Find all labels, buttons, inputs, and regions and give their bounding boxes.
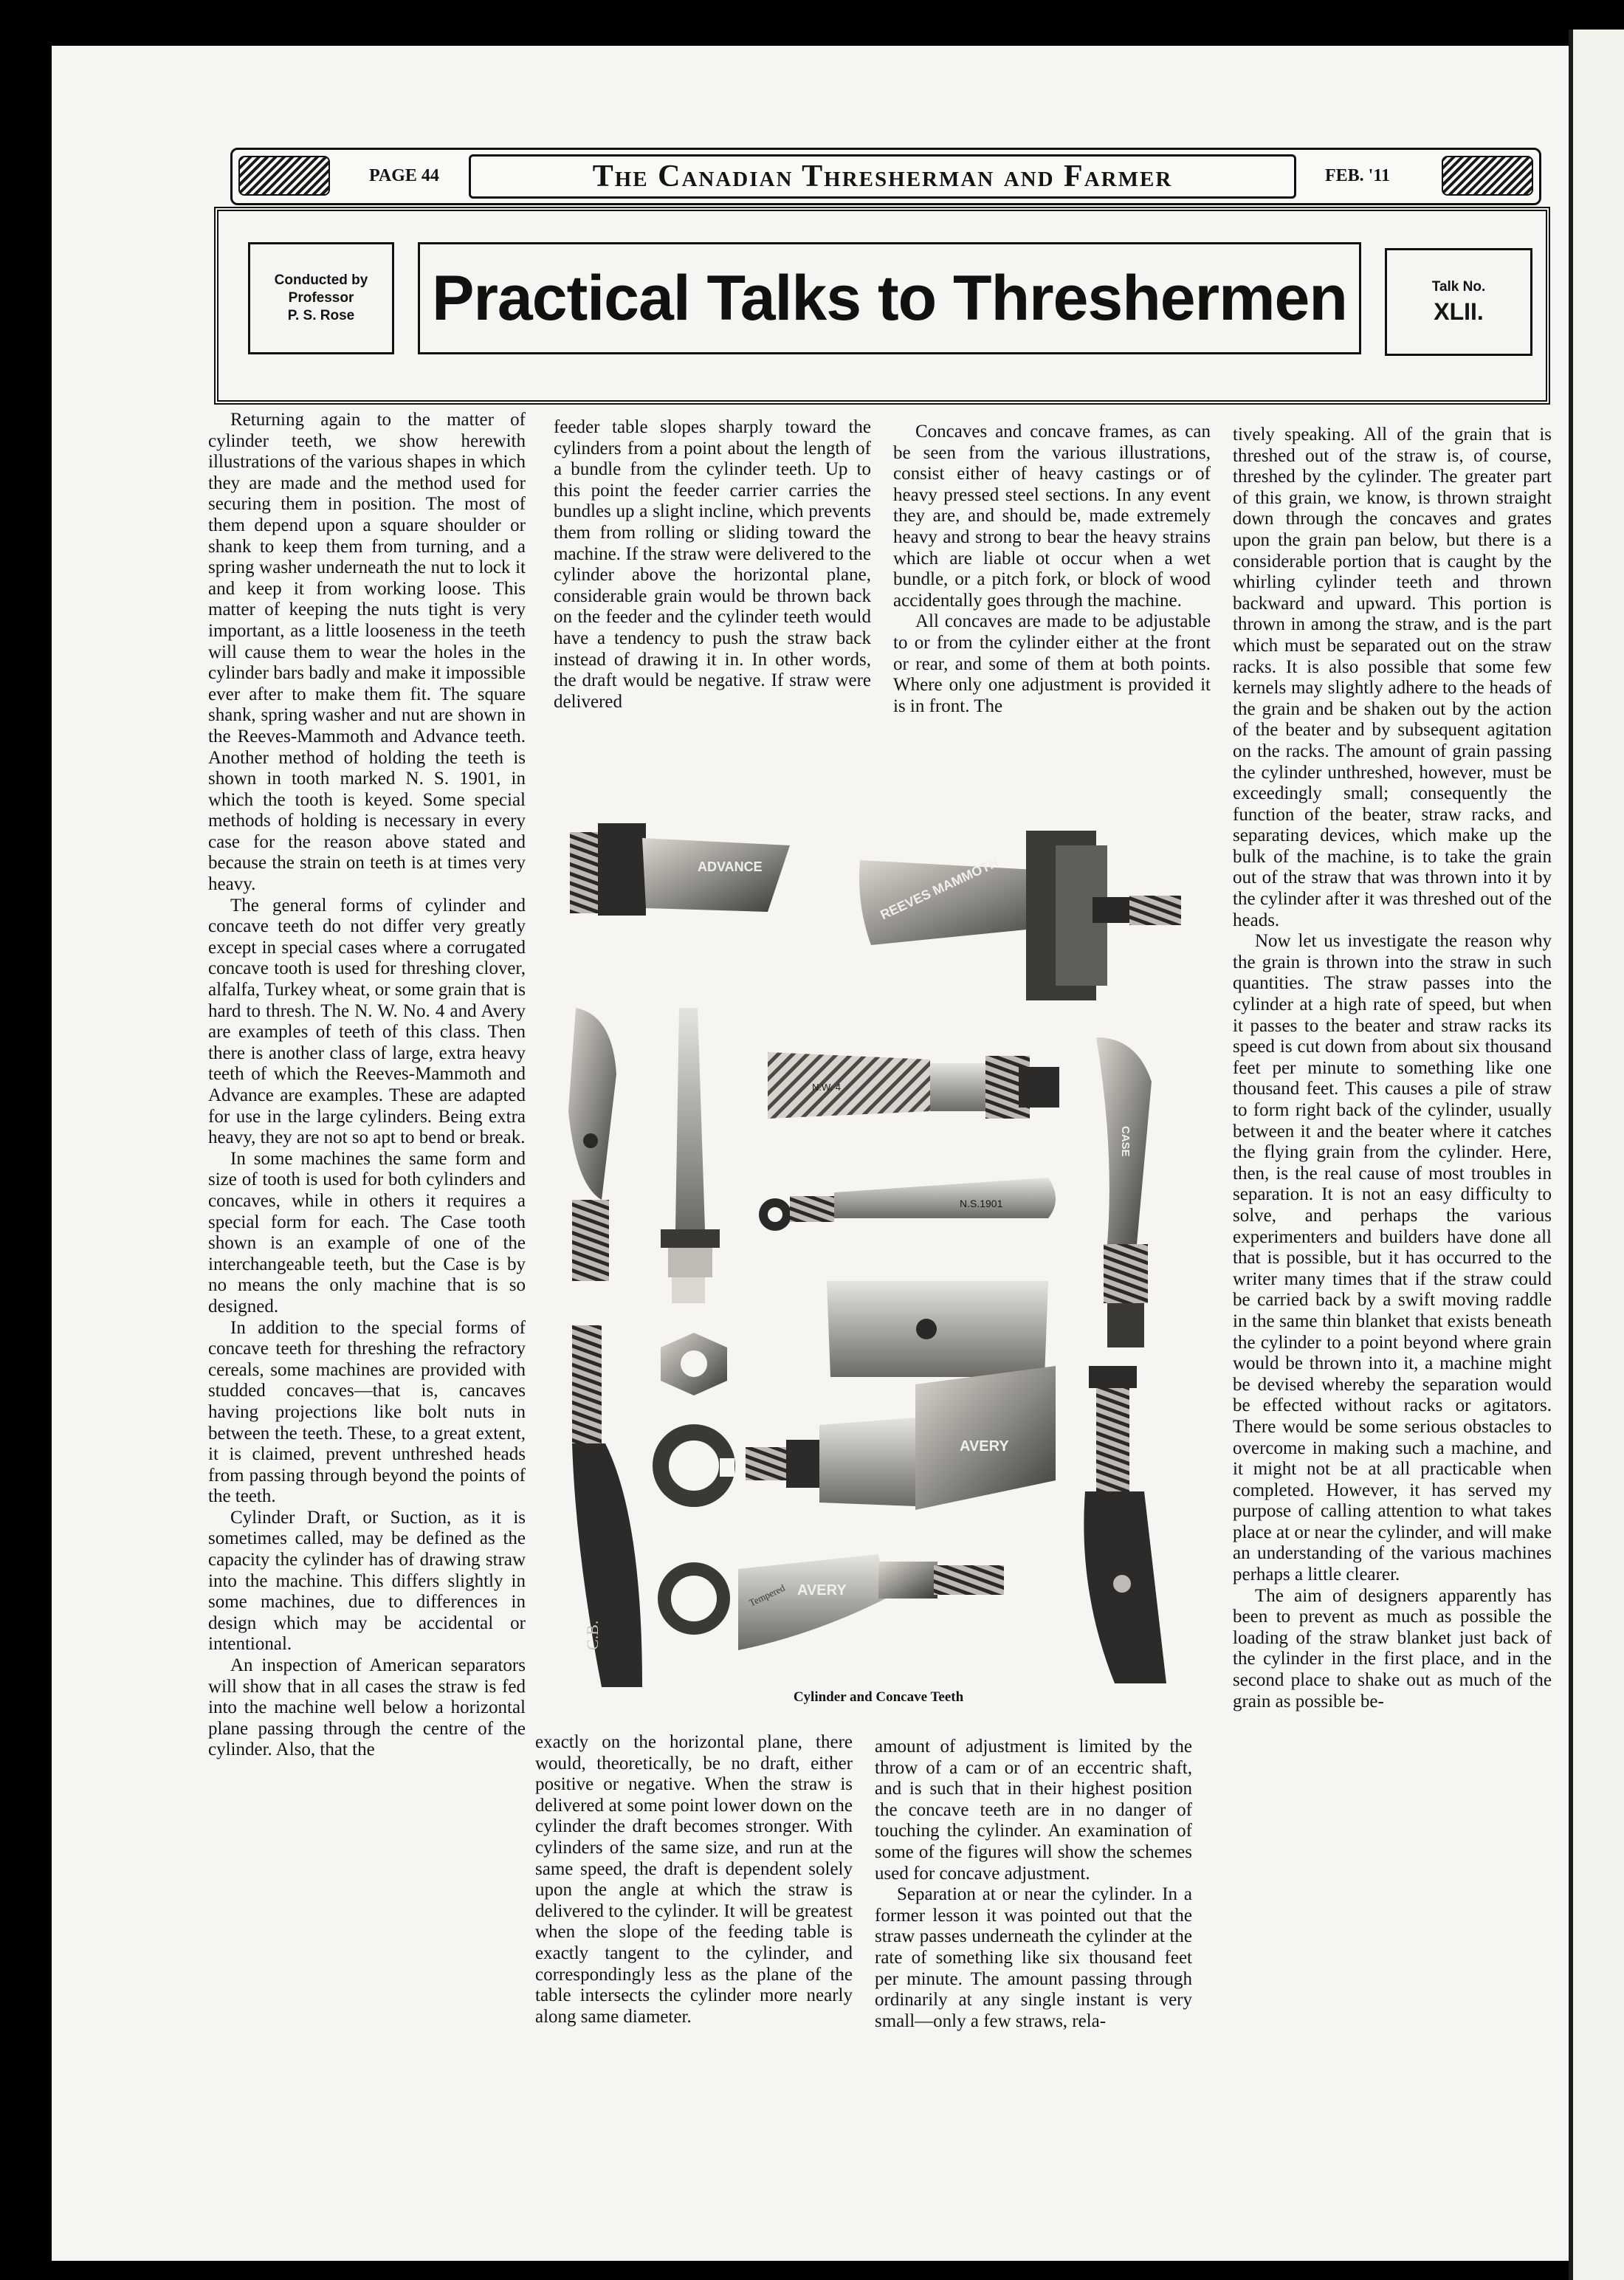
reeves-label: REEVES MAMMOTH <box>878 854 1001 923</box>
paragraph: Separation at or near the cylinder. In a former lesson it was pointed out that the straw passes underneath the cylinder at the rate of something like six thousand feet per minute. The amount passing through ordinarily at any single instant is very small—only a few straws, rela- <box>875 1884 1192 2031</box>
teeth-figure <box>546 816 1211 1713</box>
reeves-mammoth-tooth <box>859 831 1181 1000</box>
avery-label-1: AVERY <box>960 1438 1009 1455</box>
paragraph: tively speaking. All of the grain that is threshed out of the straw is, of course, threshed by the cylinder. The greater part of this grain, we know, is thrown straight down through the concaves and grates upon the grain pan below, but there is a considerable portion that is caught by the whirling cylinder teeth and thrown backward and upward. This portion is thrown in among the straw, and is the part which must be separated out on the straw racks. It is also possible that some few kernels may slightly adhere to the heads of the grain and be shaken out by the action of the beater and by subsequent agitation on the racks. The amount of grain passing the cylinder unthreshed, however, must be exceedingly small; consequently the function of the beater, straw racks, and separating devices, which make up the bulk of the machine, is to take the grain out of the straw that was thrown into it by the cylinder after it was threshed out of the heads. <box>1233 425 1552 930</box>
paragraph: exactly on the horizontal plane, there would, theoretically, be no draft, either positive or negative. When the straw is delivered at some point lower down on the cylinder the draft becomes stronger. With cylinders of the same size, and run at the same speed, the draft is dependent solely upon the angle at which the straw is delivered to the cylinder. It will be greatest when the slope of the feeding table is exactly tangent to the cylinder, and correspondingly less as the plane of the table intersects the cylinder more nearly along same diameter. <box>535 1732 853 2027</box>
byline-box <box>248 242 394 354</box>
heading-box <box>418 242 1361 354</box>
department-title: Practical Talks to Threshermen <box>432 262 1347 334</box>
avery-tooth-middle <box>746 1366 1056 1510</box>
issue-date: FEB. '11 <box>1325 166 1391 185</box>
column-3-top <box>893 422 1211 717</box>
nw-label: N.W. 4 <box>812 1082 842 1093</box>
department-heading <box>214 207 1550 405</box>
paragraph: The general forms of cylinder and concave teeth do not differ very greatly except in special cases where a corrugated concave tooth is used for threshing clover, alfalfa, Turkey wheat, or some grain that is hard to thresh. The N. W. No. 4 and Avery are examples of teeth of this class. Then there is another class of large, extra heavy teeth of which the Reeves-Mammoth and Advance are examples. These are adapted for use in the large cylinders. Being extra heavy, they are not so apt to bend or break. <box>208 895 526 1148</box>
talk-number: XLII. <box>1434 298 1484 325</box>
teeth-illustration <box>546 816 1211 1687</box>
paragraph: In some machines the same form and size of tooth is used for both cylinders and concaves, while in others it requires a special form for each. The Case tooth shown is an example of one of the interchangeable teeth, but the Case is by no means the only machine that is so designed. <box>208 1148 526 1316</box>
paragraph: The aim of designers apparently has been to prevent as much as possible the loading of the straw blanket just back of the cylinder in the first place, and in the second place to shake out as much of the grain as possible be- <box>1233 1585 1552 1711</box>
case-label: CASE <box>1119 1126 1132 1157</box>
talk-number-box <box>1385 248 1532 356</box>
byline-line-3: P. S. Rose <box>287 308 355 323</box>
split-washer-2 <box>664 1569 723 1628</box>
figure-caption: Cylinder and Concave Teeth <box>793 1689 964 1705</box>
advance-tooth <box>570 823 790 916</box>
paragraph: Returning again to the matter of cylinder teeth, we show herewith illustrations of the various shapes in which they are made and the method used for securing them in position. The most of them depend upon a square shoulder or shank to keep them from turning, and a spring washer underneath the nut to lock it and keep it from working loose. This matter of keeping the nuts tight is very important, as a little looseness in the teeth will cause them to wear the holes in the cylinder bars badly and make it impossible ever after to make them fit. The square shank, spring washer and nut are shown in the Reeves-Mammoth and Advance teeth. Another method of holding the teeth is shown in tooth marked N. S. 1901, in which the tooth is keyed. Some special methods of holding is necessary in every case for the reason above stated and because the strain on teeth is at times very heavy. <box>208 410 526 895</box>
byline-line-2: Professor <box>288 290 354 306</box>
column-4 <box>1233 425 1552 1712</box>
bolt-tooth-right <box>1084 1366 1166 1683</box>
page-number: PAGE 44 <box>369 166 439 185</box>
concave-block <box>827 1281 1048 1377</box>
case-tooth <box>1096 1037 1152 1347</box>
avery-label-2: AVERY <box>797 1582 847 1599</box>
corrugated-tooth <box>768 1052 1059 1119</box>
split-washer-1 <box>661 1432 734 1499</box>
byline-line-1: Conducted by <box>274 272 368 288</box>
pointed-tooth <box>661 1008 720 1303</box>
column-2-top <box>554 417 871 712</box>
ns-1901-tooth <box>759 1178 1056 1231</box>
running-header <box>230 148 1541 205</box>
paragraph: Cylinder Draft, or Suction, as it is sometimes called, may be defined as the capacity the cylinder has of drawing straw into the machine. This differs slightly in some machines, due to differences in design which may be accidental or intentional. <box>208 1507 526 1655</box>
publication-title: The Canadian Thresherman and Farmer <box>592 159 1173 193</box>
advance-label: ADVANCE <box>698 859 763 874</box>
paragraph: An inspection of American separators will show that in all cases the straw is fed into the machine well below a horizontal plane passing through the centre of the cylinder. Also, that the <box>208 1655 526 1760</box>
paragraph: Concaves and concave frames, as can be seen from the various illustrations, consist either of heavy castings or of heavy pressed steel sections. In any event they are, and should be, made extremely heavy and strong to bear the heavy strains which are liable ot occur when a wet bundle, or a pitch fork, or block of wood accidentally goes through the machine. <box>893 422 1211 611</box>
talk-label: Talk No. <box>1431 278 1486 295</box>
header-ornament-left-icon <box>238 156 330 196</box>
binding-edge <box>1569 30 1624 2280</box>
tempered-label: Tempered <box>747 1582 787 1609</box>
paragraph: All concaves are made to be adjustable to or from the cylinder either at the front or rear, and some of them at both points. Where only one adjustment is provided it is in front. The <box>893 611 1211 716</box>
column-2-bottom <box>535 1732 853 2027</box>
long-threaded-tooth <box>572 1325 642 1687</box>
column-1 <box>208 410 526 1761</box>
ns-label: N.S.1901 <box>960 1198 1003 1209</box>
publication-title-box <box>469 154 1296 199</box>
cb-label: C.B. <box>583 1620 602 1650</box>
avery-tempered-tooth <box>738 1554 1004 1650</box>
curved-tooth-left <box>568 1008 616 1281</box>
paragraph: In addition to the special forms of concave teeth for threshing the refractory cereals, some machines are provided with studded concaves—that is, cancaves having projections like bolt nuts in between the teeth. These, to a great extent, it is claimed, prevent unthreshed heads from passing through beyond the points of the teeth. <box>208 1317 526 1507</box>
hex-nut <box>661 1333 727 1395</box>
paragraph: Now let us investigate the reason why the grain is thrown into the straw in such quantities. The straw passes into the cylinder at a high rate of speed, but when it passes to the beater and straw racks its speed is cut down from about six thousand feet per minute to something like one thousand feet. This causes a pile of straw to form right back of the cylinder, usually between it and the beater where it catches the flying grain from the cylinder. Here, then, is the real cause of most troubles in separation. It is not an easy difficulty to solve, and perhaps the various experimenters and builders have done all that is possible, but it has occurred to the writer many times that if the straw could be carried back by a swift moving raddle in the same thin blanket that exists beneath the cylinder to a point beyond where grain would be thrown into it, a machine might be devised whereby the separation would be effected without racks or agitators. There would be some serious obstacles to overcome in making such a machine, and it might not be at all practicable when completed. However, it has served my purpose of calling attention to what takes place at or near the cylinder, and will make an understanding of the various machines perhaps a little clearer. <box>1233 931 1552 1585</box>
column-3-bottom <box>875 1737 1192 2032</box>
header-ornament-right-icon <box>1442 156 1533 196</box>
paragraph: feeder table slopes sharply toward the cylinders from a point about the length of a bundle from the cylinder teeth. Up to this point the feeder carrier carries the bundles up a slight incline, which prevents them from rolling or sliding toward the machine. If the straw were delivered to the cylinder above the horizontal plane, considerable grain would be thrown back on the feeder and the cylinder teeth would have a tendency to push the straw back instead of drawing it in. In other words, the draft would be negative. If straw were delivered <box>554 417 871 712</box>
paragraph: amount of adjustment is limited by the throw of a cam or of an eccentric shaft, and is such that in their highest position the concave teeth are in no danger of touching the cylinder. An examination of some of the figures will show the schemes used for concave adjustment. <box>875 1737 1192 1884</box>
